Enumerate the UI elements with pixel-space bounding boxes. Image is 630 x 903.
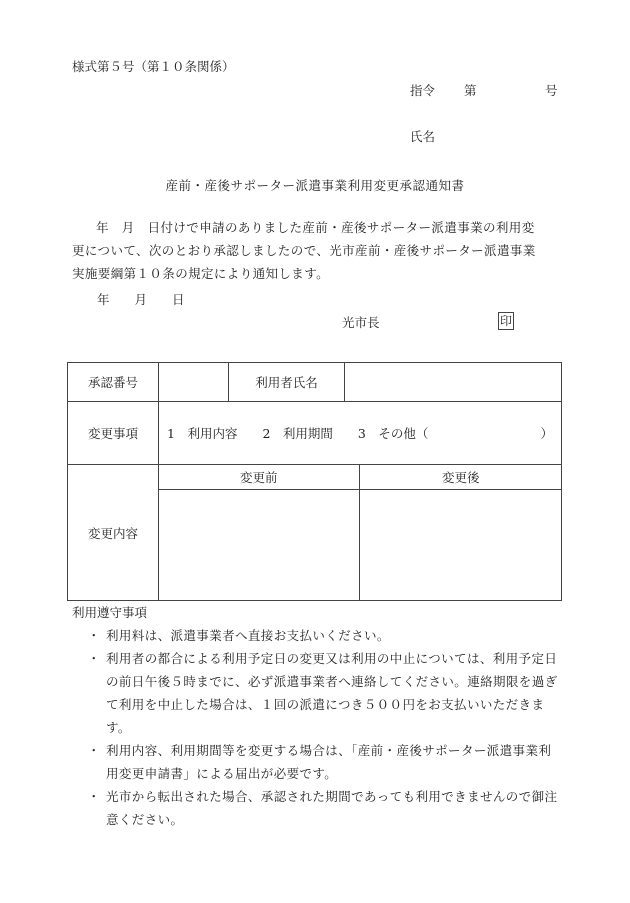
change-content-cell bbox=[159, 465, 562, 601]
seal-mark bbox=[498, 312, 514, 330]
change-approval-table bbox=[67, 362, 562, 601]
usage-rule-text: 利用者の都合による利用予定日の変更又は利用の中止については、利用予定日の前日午後５時までに、必ず派遣事業者へ連絡してください。連絡期限を過ぎて利用を中止した場合は、１回の派遣につき５００円をお支払いいただきます。 bbox=[106, 651, 558, 735]
usage-rule-text: 利用内容、利用期間等を変更する場合は、「産前・産後サポーター派遣事業利用変更申請書」による届出が必要です。 bbox=[106, 743, 552, 781]
usage-rule-text: 光市から転出された場合、承認された期間であっても利用できませんので御注意ください。 bbox=[106, 789, 558, 827]
bullet-icon: ・ bbox=[87, 628, 101, 643]
approval-number-value[interactable] bbox=[159, 363, 229, 402]
bullet-icon: ・ bbox=[87, 789, 101, 804]
change-item-label: 変更事項 bbox=[68, 402, 159, 465]
designation-prefix: 指令 bbox=[410, 83, 436, 98]
bullet-icon: ・ bbox=[87, 743, 101, 758]
approval-number-label: 承認番号 bbox=[68, 363, 159, 402]
usage-rule-item bbox=[82, 785, 562, 831]
body-line-2: 更について、次のとおり承認しましたので、光市産前・産後サポーター派遣事業 bbox=[72, 243, 536, 258]
usage-rules-list bbox=[72, 624, 562, 831]
seal-box: 印 bbox=[500, 314, 513, 328]
before-label: 変更前 bbox=[159, 465, 359, 490]
change-item-options[interactable] bbox=[159, 402, 562, 465]
body-text bbox=[72, 216, 560, 285]
usage-rules-heading: 利用遵守事項 bbox=[72, 605, 148, 620]
bullet-icon: ・ bbox=[87, 651, 101, 666]
usage-rule-item bbox=[82, 739, 562, 785]
issuer-name: 光市長 bbox=[342, 315, 380, 330]
before-value[interactable] bbox=[159, 490, 359, 601]
change-item-choices: 1 利用内容 2 利用期間 3 その他（ bbox=[167, 426, 429, 441]
change-content-label: 変更内容 bbox=[68, 465, 159, 601]
form-number: 様式第５号（第１０条関係） bbox=[72, 59, 235, 74]
designation-go: 号 bbox=[545, 83, 558, 98]
designation-dai: 第 bbox=[464, 83, 477, 98]
user-name-value[interactable] bbox=[345, 363, 562, 402]
body-line-3: 実施要綱第１０条の規定により通知します。 bbox=[72, 266, 330, 281]
usage-rule-item bbox=[82, 647, 562, 739]
body-line-1: 年 月 日付けで申請のありました産前・産後サポーター派遣事業の利用変 bbox=[96, 220, 535, 235]
usage-rules bbox=[72, 601, 562, 831]
issue-date: 年 月 日 bbox=[97, 292, 185, 307]
document-title: 産前・産後サポーター派遣事業利用変更承認通知書 bbox=[165, 178, 465, 193]
usage-rule-item bbox=[82, 624, 562, 647]
recipient-label: 氏名 bbox=[410, 129, 436, 144]
change-content-grid bbox=[159, 465, 562, 600]
after-label: 変更後 bbox=[359, 465, 562, 490]
usage-rule-text: 利用料は、派遣事業者へ直接お支払いください。 bbox=[106, 628, 390, 643]
after-value[interactable] bbox=[359, 490, 562, 601]
change-item-close: ） bbox=[540, 426, 553, 441]
user-name-label: 利用者氏名 bbox=[229, 363, 345, 402]
